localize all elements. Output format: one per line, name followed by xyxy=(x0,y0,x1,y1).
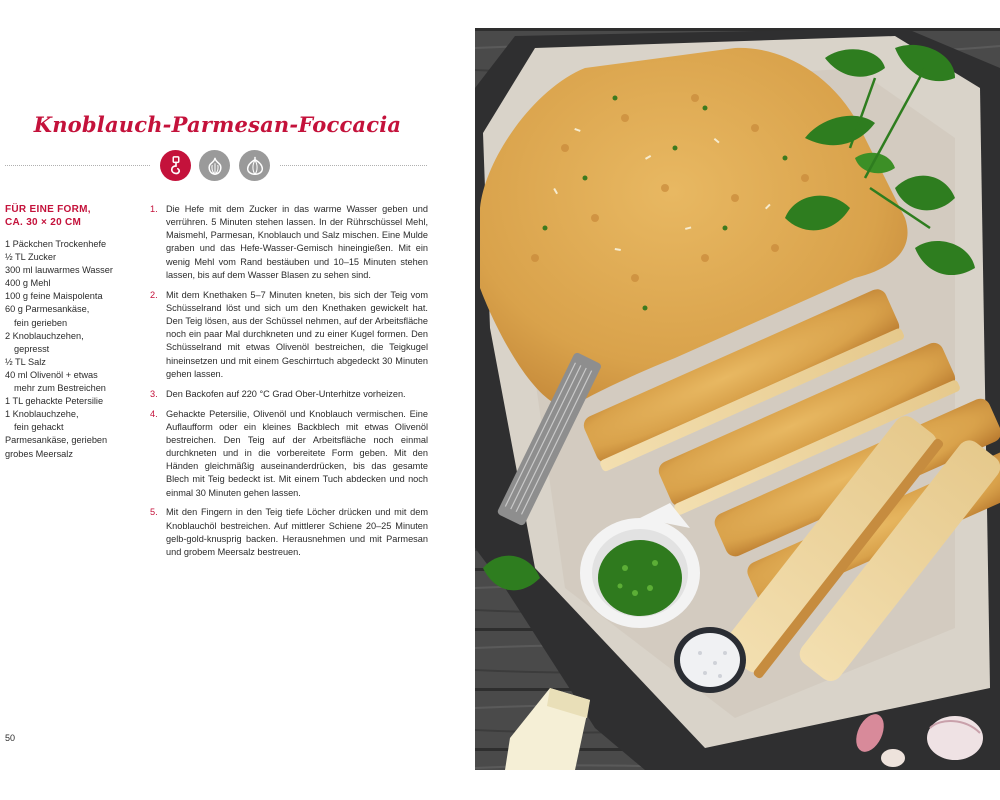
ingredient-item xyxy=(5,303,145,329)
ingredient-item xyxy=(5,448,145,461)
instruction-step xyxy=(150,289,428,381)
divider-right xyxy=(280,165,427,166)
ingredient-item xyxy=(5,264,145,277)
step-number: 1. xyxy=(150,204,158,214)
ingredient-item xyxy=(5,238,145,251)
ingredient-item xyxy=(5,290,145,303)
serving-size-line1: FÜR EINE FORM, xyxy=(5,204,91,215)
step-text: Mit den Fingern in den Teig tiefe Löcher drücken und mit dem Knoblauchöl bestreichen. Auf mittlerer Schiene 20–25 Minuten gelb-gold-knusprig backen. Herausnehmen und mit Parmesan und grobem Meersalz bestreuen. xyxy=(166,507,428,557)
garlic-icon xyxy=(199,150,230,181)
ingredient-text: 2 Knoblauchzehen, xyxy=(5,330,84,341)
ingredient-continuation: fein gerieben xyxy=(14,317,68,328)
ingredient-text: 400 g Mehl xyxy=(5,278,51,289)
recipe-title: Knoblauch-Parmesan-Foccacia xyxy=(33,112,402,137)
ingredient-item xyxy=(5,408,145,434)
instruction-step xyxy=(150,408,428,500)
ingredient-continuation: gepresst xyxy=(14,343,50,354)
step-number: 5. xyxy=(150,507,158,518)
serving-size-line2: CA. 30 × 20 CM xyxy=(5,217,82,228)
step-number: 3. xyxy=(150,388,158,399)
ingredient-item xyxy=(5,277,145,290)
ingredient-item xyxy=(5,251,145,264)
step-text: Den Backofen auf 220 °C Grad Ober-Unterhitze vorheizen. xyxy=(166,388,406,399)
serving-size xyxy=(5,203,135,229)
ingredient-item xyxy=(5,369,145,395)
instruction-step xyxy=(150,506,428,559)
ingredient-text: 1 Knoblauchzehe, xyxy=(5,409,79,420)
ingredient-text: Parmesankäse, gerieben xyxy=(5,435,108,446)
page-number: 50 xyxy=(5,733,16,743)
instruction-step xyxy=(150,388,428,401)
instruction-step xyxy=(150,203,428,282)
ingredient-text: ½ TL Zucker xyxy=(5,252,57,263)
ingredient-item xyxy=(5,330,145,356)
ingredient-text: 1 Päckchen Trockenhefe xyxy=(5,239,107,249)
onion-icon xyxy=(239,150,270,181)
ingredient-item xyxy=(5,434,145,447)
ingredient-continuation: mehr zum Bestreichen xyxy=(14,383,106,394)
kneading-hook-icon xyxy=(160,150,191,181)
ingredient-list xyxy=(5,238,145,461)
ingredient-item xyxy=(5,395,145,408)
step-number: 4. xyxy=(150,408,158,419)
ingredient-text: 60 g Parmesankäse, xyxy=(5,304,90,315)
step-text: Gehackte Petersilie, Olivenöl und Knoblauch vermischen. Eine Auflaufform oder ein kleines Backblech mit etwas Olivenöl bestreichen. Den Teig auf der Arbeitsfläche noch einmal durchkneten und in die vorbereitete Form geben. Mit den Händen gleichmäßig auseinanderdrücken, bis das gesamte Blech mit Teig bedeckt ist. Mit einem Tuch abdecken und noch einmal 30 Minuten gehen lassen. xyxy=(166,408,428,498)
ingredient-continuation: fein gehackt xyxy=(14,422,64,433)
ingredient-text: grobes Meersalz xyxy=(5,448,73,459)
step-text: Mit dem Knethaken 5–7 Minuten kneten, bis sich der Teig vom Schüsselrand löst und sich um den Knethaken gewickelt hat. Den Teig lösen, aus der Schüssel nehmen, auf der Arbeitsfläche noch ein paar Mal durchkneten und zu einer Kugel formen. Den Schüsselrand mit etwas Olivenöl bestreichen, die Teigkugel hineinsetzen und mit einem Geschirrtuch abgedeckt 30 Minuten gehen lassen. xyxy=(166,289,428,379)
ingredient-text: 1 TL gehackte Petersilie xyxy=(5,396,104,407)
step-number: 2. xyxy=(150,289,158,300)
ingredient-text: 300 ml lauwarmes Wasser xyxy=(5,265,113,276)
instruction-steps xyxy=(150,203,428,566)
ingredient-text: ½ TL Salz xyxy=(5,356,46,367)
ingredient-item xyxy=(5,356,145,369)
ingredient-text: 100 g feine Maispolenta xyxy=(5,291,103,302)
ingredient-text: 40 ml Olivenöl + etwas xyxy=(5,369,98,380)
divider-left xyxy=(5,165,150,166)
foccacia-photo xyxy=(475,28,1000,770)
step-text: Die Hefe mit dem Zucker in das warme Wasser geben und verrühren. 5 Minuten stehen lassen. In der Rührschüssel Mehl, Maismehl, Parmesan, Knoblauch und Salz mischen. Eine Mulde graben und das Hefe-Wasser-Gemisch hineingießen. Mit ein wenig Mehl vom Rand bestäuben und 10–15 Minuten stehen lassen, bis auf dem Wasser Blasen zu sehen sind. xyxy=(166,204,428,280)
